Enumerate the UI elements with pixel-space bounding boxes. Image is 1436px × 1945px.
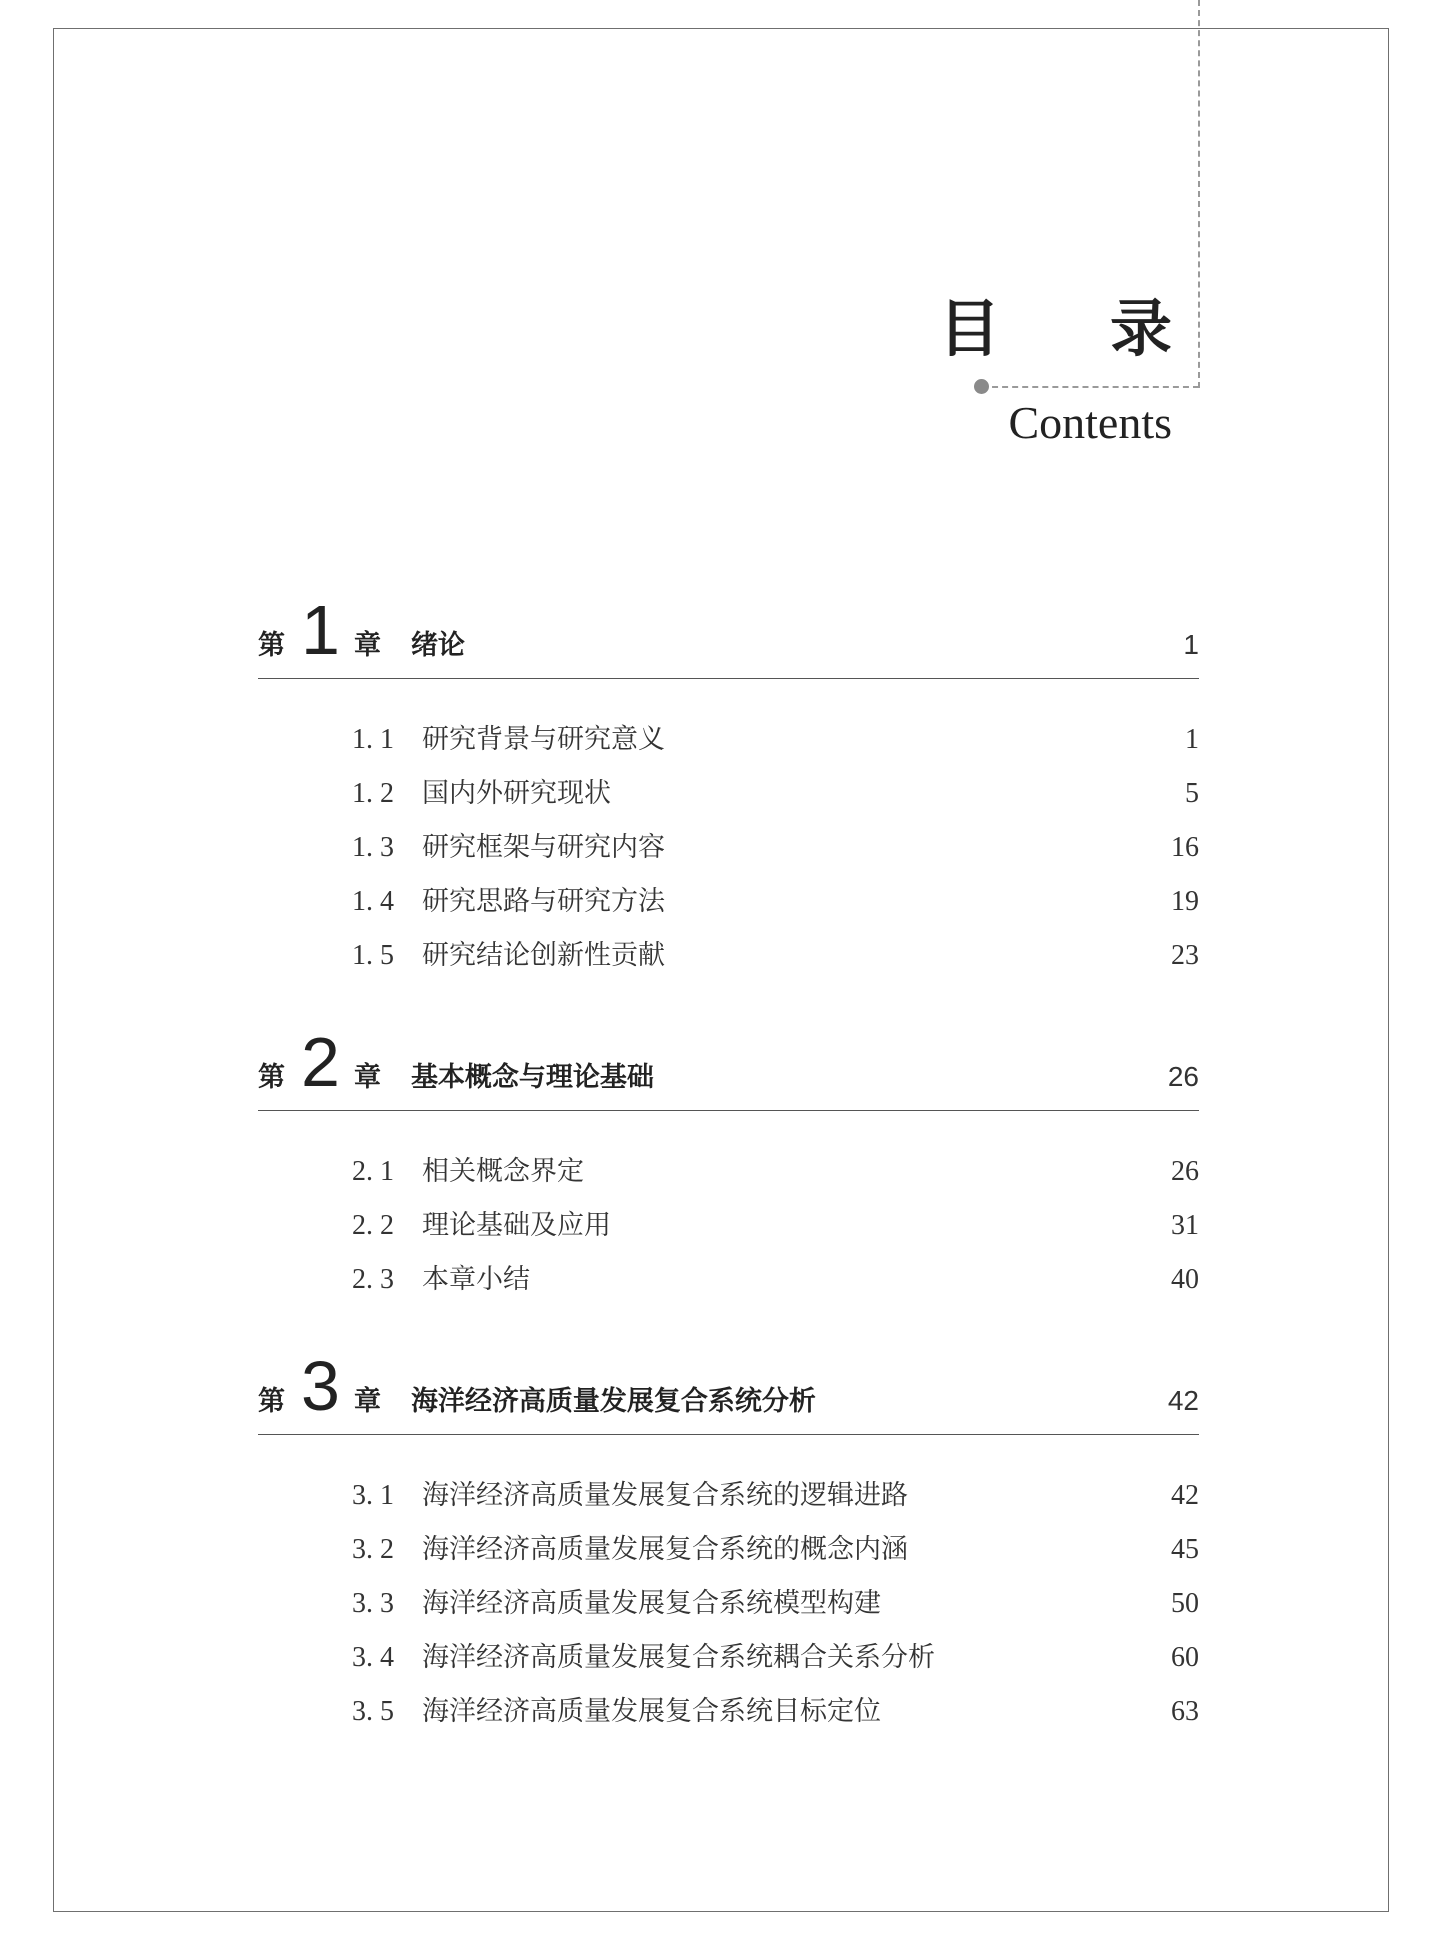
section-number: 3. 5 <box>352 1696 394 1727</box>
section-page-number: 50 <box>1171 1588 1199 1619</box>
section-title: 相关概念界定 <box>422 1156 584 1187</box>
chapter-title: 海洋经济高质量发展复合系统分析 <box>410 1386 816 1417</box>
section-page-number: 40 <box>1171 1264 1199 1295</box>
section-number: 3. 2 <box>352 1534 394 1565</box>
section-number: 2. 2 <box>352 1210 394 1241</box>
chapter-heading[interactable] <box>258 591 1199 679</box>
section-title: 研究结论创新性贡献 <box>422 940 665 971</box>
toc-section-entry[interactable] <box>258 933 1199 987</box>
toc-section-entry[interactable] <box>258 825 1199 879</box>
section-page-number: 16 <box>1171 832 1199 863</box>
section-list <box>258 679 1199 987</box>
section-number: 1. 1 <box>352 724 394 755</box>
section-title: 研究背景与研究意义 <box>422 724 665 755</box>
toc-section-entry[interactable] <box>258 1473 1199 1527</box>
section-number: 3. 3 <box>352 1588 394 1619</box>
section-list <box>258 1435 1199 1743</box>
chapter-1 <box>258 591 1199 987</box>
section-title: 国内外研究现状 <box>422 778 611 809</box>
section-number: 3. 4 <box>352 1642 394 1673</box>
section-page-number: 19 <box>1171 886 1199 917</box>
chapter-number: 2 <box>301 1023 340 1101</box>
chapter-page-number: 1 <box>1183 629 1199 660</box>
chapter-title: 绪论 <box>410 630 465 661</box>
toc-section-entry[interactable] <box>258 717 1199 771</box>
section-number: 2. 3 <box>352 1264 394 1295</box>
section-list <box>258 1111 1199 1311</box>
section-title: 研究思路与研究方法 <box>422 886 665 917</box>
section-title: 本章小结 <box>422 1264 530 1295</box>
chapter-prefix: 第 <box>258 1386 285 1417</box>
table-of-contents <box>258 591 1199 1783</box>
section-title: 海洋经济高质量发展复合系统模型构建 <box>422 1588 881 1619</box>
section-page-number: 5 <box>1185 778 1199 809</box>
chapter-heading[interactable] <box>258 1023 1199 1111</box>
section-number: 1. 3 <box>352 832 394 863</box>
section-number: 1. 2 <box>352 778 394 809</box>
section-title: 海洋经济高质量发展复合系统耦合关系分析 <box>422 1642 935 1673</box>
toc-section-entry[interactable] <box>258 879 1199 933</box>
chapter-prefix: 第 <box>258 630 285 661</box>
chapter-3 <box>258 1347 1199 1743</box>
section-page-number: 42 <box>1171 1480 1199 1511</box>
toc-section-entry[interactable] <box>258 1689 1199 1743</box>
toc-title: 目 录 <box>938 292 1216 365</box>
section-number: 2. 1 <box>352 1156 394 1187</box>
toc-section-entry[interactable] <box>258 1149 1199 1203</box>
chapter-prefix: 第 <box>258 1062 285 1093</box>
chapter-title: 基本概念与理论基础 <box>410 1062 654 1093</box>
chapter-number: 1 <box>301 591 340 669</box>
section-page-number: 31 <box>1171 1210 1199 1241</box>
section-page-number: 26 <box>1171 1156 1199 1187</box>
chapter-suffix: 章 <box>353 1062 381 1093</box>
chapter-number: 3 <box>301 1347 340 1425</box>
section-title: 海洋经济高质量发展复合系统目标定位 <box>422 1696 881 1727</box>
section-number: 1. 5 <box>352 940 394 971</box>
toc-section-entry[interactable] <box>258 1203 1199 1257</box>
section-title: 海洋经济高质量发展复合系统的逻辑进路 <box>422 1480 908 1511</box>
toc-section-entry[interactable] <box>258 1635 1199 1689</box>
toc-subtitle: Contents <box>1008 397 1172 448</box>
section-title: 研究框架与研究内容 <box>422 832 665 863</box>
section-page-number: 63 <box>1171 1696 1199 1727</box>
section-number: 3. 1 <box>352 1480 394 1511</box>
section-title: 海洋经济高质量发展复合系统的概念内涵 <box>422 1534 908 1565</box>
toc-section-entry[interactable] <box>258 771 1199 825</box>
chapter-suffix: 章 <box>353 630 381 661</box>
decorative-dashed-horizontal-line <box>982 386 1199 388</box>
section-page-number: 1 <box>1185 724 1199 755</box>
toc-section-entry[interactable] <box>258 1581 1199 1635</box>
decorative-dot-icon <box>974 379 989 394</box>
chapter-2 <box>258 1023 1199 1311</box>
section-page-number: 23 <box>1171 940 1199 971</box>
chapter-page-number: 26 <box>1167 1061 1199 1092</box>
chapter-heading[interactable] <box>258 1347 1199 1435</box>
toc-section-entry[interactable] <box>258 1257 1199 1311</box>
toc-section-entry[interactable] <box>258 1527 1199 1581</box>
chapter-page-number: 42 <box>1167 1385 1199 1416</box>
chapter-suffix: 章 <box>353 1386 381 1417</box>
section-title: 理论基础及应用 <box>422 1210 611 1241</box>
section-page-number: 45 <box>1171 1534 1199 1565</box>
section-number: 1. 4 <box>352 886 394 917</box>
section-page-number: 60 <box>1171 1642 1199 1673</box>
